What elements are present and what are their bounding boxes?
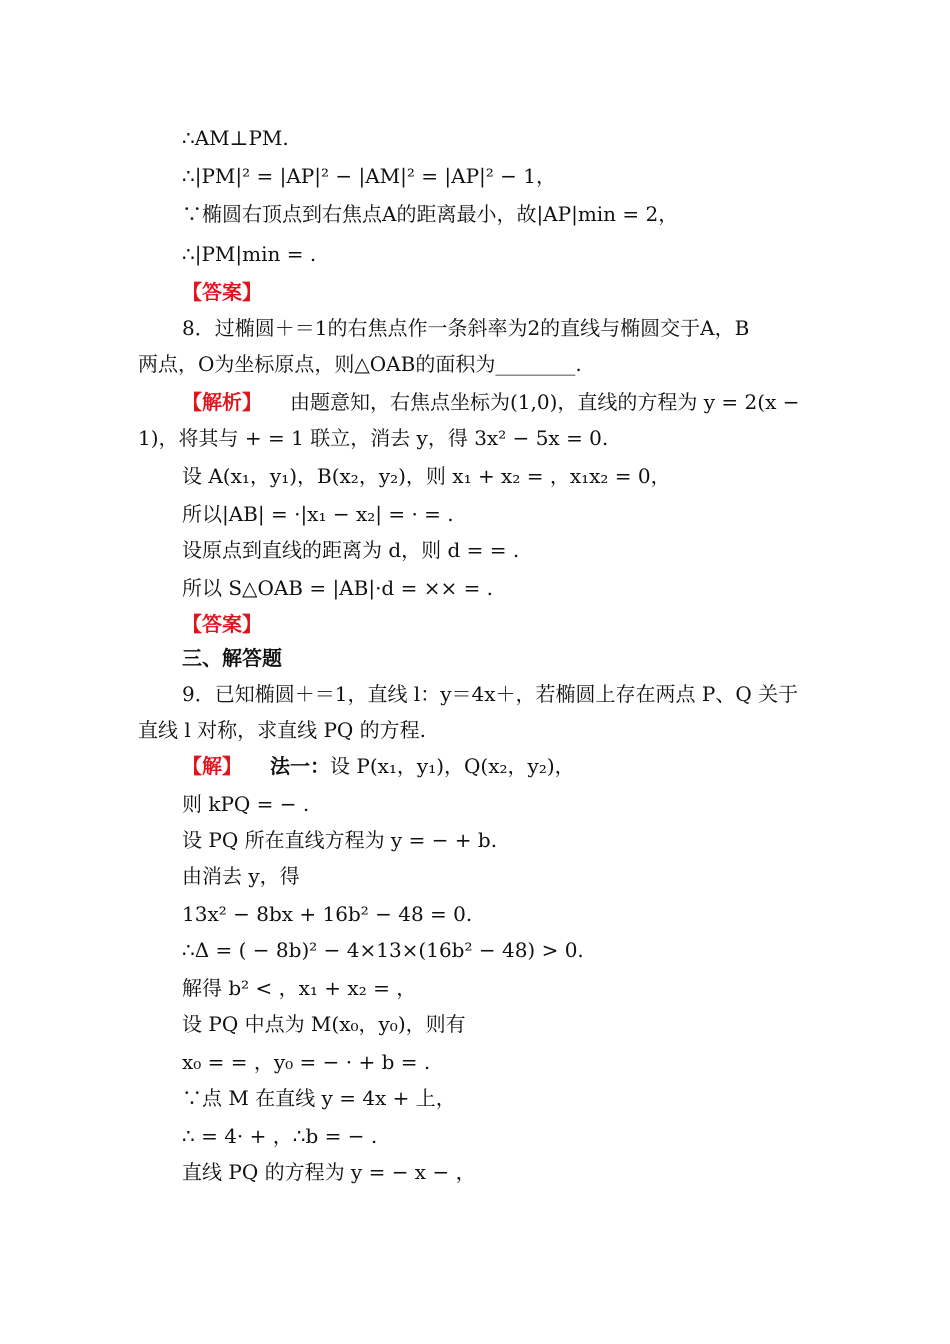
text-line: 解得 b² < ，x₁ + x₂ = ， xyxy=(182,976,417,1000)
text-line: ∴ = 4· + ，∴b = − . xyxy=(182,1124,378,1148)
text-line: 设原点到直线的距离为 d，则 d = = . xyxy=(182,538,520,562)
text-line: 则 kPQ = − . xyxy=(182,792,310,816)
text-line: ∴AM⊥PM. xyxy=(182,126,289,150)
text-line: ∵椭圆右顶点到右焦点A的距离最小，故|AP|min = 2， xyxy=(182,202,679,226)
analysis-line xyxy=(182,388,799,416)
solution-line xyxy=(182,752,575,780)
method-label: 法一： xyxy=(270,754,330,778)
solution-label: 【解】 xyxy=(182,754,242,778)
solution-text: 设 P(x₁，y₁)，Q(x₂，y₂)， xyxy=(330,754,575,778)
answer-label: 【答案】 xyxy=(182,280,262,304)
text-line: 13x² − 8bx + 16b² − 48 = 0. xyxy=(182,902,473,926)
question-9-line1: 9．已知椭圆＋＝1，直线 l：y＝4x＋，若椭圆上存在两点 P、Q 关于 xyxy=(182,682,799,706)
section-heading: 三、解答题 xyxy=(182,646,282,670)
question-9-line2: 直线 l 对称，求直线 PQ 的方程. xyxy=(138,718,427,742)
text-line: ∴|PM|min = . xyxy=(182,242,317,266)
text-line: 设 A(x₁，y₁)，B(x₂，y₂)，则 x₁ + x₂ = ，x₁x₂ = 0， xyxy=(182,464,671,488)
text-line: 1)，将其与 + = 1 联立，消去 y，得 3x² − 5x = 0. xyxy=(138,426,609,450)
answer-label: 【答案】 xyxy=(182,612,262,636)
text-line: 设 PQ 中点为 M(x₀，y₀)，则有 xyxy=(182,1012,466,1036)
text-line: ∴|PM|² = |AP|² − |AM|² = |AP|² − 1， xyxy=(182,164,556,188)
text-line: 所以|AB| = ·|x₁ − x₂| = · = . xyxy=(182,502,454,526)
text-line: x₀ = = ，y₀ = − · + b = . xyxy=(182,1050,431,1074)
text-line: ∴Δ = ( − 8b)² − 4×13×(16b² − 48) > 0. xyxy=(182,938,584,962)
text-line: 直线 PQ 的方程为 y = − x − ， xyxy=(182,1160,476,1184)
question-8-line1: 8．过椭圆＋＝1的右焦点作一条斜率为2的直线与椭圆交于A，B xyxy=(182,316,750,340)
text-line: 所以 S△OAB = |AB|·d = ×× = . xyxy=(182,576,494,600)
analysis-label: 【解析】 xyxy=(182,390,262,414)
analysis-text: 由题意知，右焦点坐标为(1,0)，直线的方程为 y = 2(x − xyxy=(290,390,800,414)
text-line: 由消去 y，得 xyxy=(182,864,300,888)
text-line: ∵点 M 在直线 y = 4x + 上， xyxy=(182,1086,456,1110)
text-line: 设 PQ 所在直线方程为 y = − + b. xyxy=(182,828,498,852)
question-8-line2: 两点，O为坐标原点，则△OAB的面积为________. xyxy=(138,352,582,376)
